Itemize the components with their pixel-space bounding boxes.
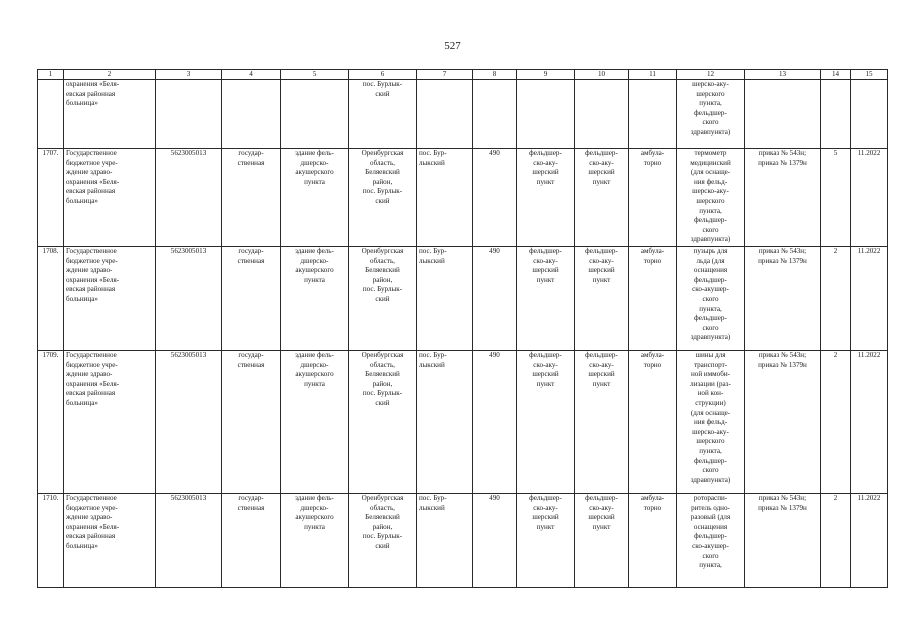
cell-line: фельдшер- — [694, 216, 727, 225]
cell-line: пос. Бурлык- — [362, 80, 403, 88]
cell-line: государ- — [238, 149, 264, 157]
cell-line: дшерско- — [300, 158, 329, 167]
cont-cell-order — [745, 80, 821, 149]
cell-line: пункта, — [699, 99, 722, 108]
cell-line: амбула- — [640, 494, 665, 502]
cont-cell-ownership — [222, 80, 281, 149]
cell-line: приказ № 1379н — [758, 256, 807, 265]
cell-line: приказ № 543н; — [758, 351, 807, 359]
cell-line: ждение здраво- — [66, 168, 113, 177]
cell-facility-type — [517, 247, 575, 351]
cell-line: район, — [372, 177, 393, 186]
cell-line: охранения «Беля- — [66, 177, 120, 186]
table-row — [38, 247, 888, 351]
cell-line: фельдшер- — [694, 108, 727, 117]
cell-line: здание фель- — [295, 149, 334, 157]
header-cell: 1 — [38, 70, 64, 80]
cell-building — [281, 351, 349, 494]
cell-line: приказ № 543н; — [758, 247, 807, 255]
cell-line: оснащения — [693, 266, 728, 275]
cell-line: область, — [370, 360, 395, 369]
cell-ownership — [222, 247, 281, 351]
cell-line: (для оснаще- — [690, 168, 731, 177]
cell-line: акушерского — [295, 513, 334, 522]
cont-cell-date — [851, 80, 888, 149]
cell-line: амбула- — [640, 247, 665, 255]
cell-locality — [417, 494, 473, 588]
cell-line: пос. Бур- — [419, 247, 447, 255]
cell-order — [745, 149, 821, 247]
cont-cell-locality — [417, 80, 473, 149]
cell-line: Беляевский — [365, 168, 400, 177]
cell-line: ждение здраво- — [66, 513, 113, 522]
cell-line: больница» — [66, 541, 98, 550]
cell-line: шерский — [588, 513, 615, 522]
cont-cell-num — [38, 80, 64, 149]
cell-line: здравпункта) — [690, 235, 731, 244]
cell-line: термометр — [694, 149, 727, 157]
cell-num: 1709. — [38, 351, 64, 494]
table-row — [38, 149, 888, 247]
cell-line: медицинский — [690, 158, 731, 167]
cell-address — [349, 494, 417, 588]
cell-ownership — [222, 351, 281, 494]
cell-line: пункт — [536, 177, 555, 186]
cell-quantity: 2 — [821, 351, 851, 494]
cell-line: ждение здраво- — [66, 370, 113, 379]
cell-line: здравпункта) — [690, 127, 731, 136]
cell-facility-type — [517, 351, 575, 494]
cont-cell-type9 — [517, 80, 575, 149]
cell-code: 490 — [473, 149, 517, 247]
cell-line: ского — [702, 466, 719, 475]
cell-line: больница» — [66, 196, 98, 205]
cell-line: бюджетное учре- — [66, 360, 118, 369]
cell-line: Оренбургская — [361, 149, 404, 157]
cell-line: транспорт- — [693, 360, 728, 369]
cell-line: ско-аку- — [589, 158, 614, 167]
cell-line: ского — [702, 225, 719, 234]
cell-line: лыкский — [419, 360, 445, 369]
cell-line: фельдшер- — [529, 247, 562, 255]
cell-line: охранения «Беля- — [66, 80, 120, 88]
cell-order — [745, 494, 821, 588]
cell-line: лизации (раз- — [690, 379, 731, 388]
cell-line: фельдшер- — [694, 275, 727, 284]
cell-line: пос. Бурлык- — [362, 532, 403, 541]
cell-inn: 5623005013 — [156, 494, 222, 588]
cell-line: область, — [370, 158, 395, 167]
cell-line: здание фель- — [295, 351, 334, 359]
header-cell: 12 — [677, 70, 745, 80]
cell-line: фельдшер- — [585, 247, 618, 255]
cell-line: пос. Бур- — [419, 351, 447, 359]
header-cell: 8 — [473, 70, 517, 80]
cell-line: государ- — [238, 247, 264, 255]
cell-line: государ- — [238, 494, 264, 502]
cell-date: 11.2022 — [851, 247, 888, 351]
cell-line: акушерского — [295, 168, 334, 177]
header-cell: 9 — [517, 70, 575, 80]
cell-line: ско-аку- — [533, 256, 558, 265]
cell-line: Государственное — [66, 351, 117, 359]
cell-line: пос. Бур- — [419, 149, 447, 157]
cell-line: больница» — [66, 398, 98, 407]
cell-line: ско-аку- — [589, 360, 614, 369]
cell-line: ско-аку- — [533, 360, 558, 369]
cell-line: шерский — [532, 168, 559, 177]
cell-line: Оренбургская — [361, 351, 404, 359]
header-cell: 3 — [156, 70, 222, 80]
cell-line: оснащения — [693, 522, 728, 531]
cell-line: ско-акушер- — [692, 285, 729, 294]
cell-line: евская районная — [66, 389, 116, 398]
cont-cell-building — [281, 80, 349, 149]
cell-line: пункта, — [699, 561, 722, 570]
cell-line: здание фель- — [295, 494, 334, 502]
cell-line: ждение здраво- — [66, 266, 113, 275]
cell-line: струкции) — [695, 398, 726, 407]
cell-line: приказ № 543н; — [758, 149, 807, 157]
header-cell: 14 — [821, 70, 851, 80]
cell-line: пункт — [536, 275, 555, 284]
cell-quantity: 2 — [821, 494, 851, 588]
cell-line: ственная — [237, 158, 265, 167]
cell-line: торно — [643, 503, 662, 512]
cell-line: охранения «Беля- — [66, 275, 120, 284]
cell-facility-subtype — [575, 494, 629, 588]
table-row — [38, 351, 888, 494]
cell-line: пос. Бур- — [419, 494, 447, 502]
cell-line: лыкский — [419, 158, 445, 167]
cell-line: евская районная — [66, 187, 116, 196]
cell-line: льда (для — [696, 256, 725, 265]
cell-line: ско-аку- — [589, 256, 614, 265]
cell-line: пос. Бурлык- — [362, 389, 403, 398]
cell-line: Беляевский — [365, 513, 400, 522]
cell-facility-subtype — [575, 351, 629, 494]
cell-line: бюджетное учре- — [66, 158, 118, 167]
cell-line: ского — [702, 294, 719, 303]
header-cell: 4 — [222, 70, 281, 80]
cell-line: шерский — [588, 370, 615, 379]
cell-line: ной иммоби- — [690, 370, 730, 379]
registry-table — [37, 69, 888, 588]
cell-line: фельдшер- — [694, 532, 727, 541]
cell-line: Оренбургская — [361, 247, 404, 255]
cell-line: ского — [702, 118, 719, 127]
header-row — [38, 70, 888, 80]
cell-line: пункта, — [699, 446, 722, 455]
cell-line: пункт — [592, 522, 611, 531]
cell-line: дшерско- — [300, 360, 329, 369]
cell-line: район, — [372, 379, 393, 388]
cell-line: пункта — [304, 275, 325, 284]
cell-line: ния фельд- — [693, 177, 728, 186]
header-cell: 5 — [281, 70, 349, 80]
cell-line: пункт — [592, 275, 611, 284]
cell-line: ский — [375, 541, 390, 550]
cell-line: амбула- — [640, 351, 665, 359]
cell-num: 1710. — [38, 494, 64, 588]
cell-line: ния фельд- — [693, 418, 728, 427]
cell-line: ского — [702, 551, 719, 560]
cell-address — [349, 351, 417, 494]
cell-facility-type — [517, 149, 575, 247]
cell-building — [281, 247, 349, 351]
cell-order — [745, 247, 821, 351]
cell-line: Оренбургская — [361, 494, 404, 502]
cell-building — [281, 149, 349, 247]
page-number: 527 — [444, 40, 461, 52]
cell-line: бюджетное учре- — [66, 256, 118, 265]
cell-date: 11.2022 — [851, 494, 888, 588]
cell-line: шерский — [588, 266, 615, 275]
cell-service-form — [629, 351, 677, 494]
cell-facility-type — [517, 494, 575, 588]
cell-line: ско-акушер- — [692, 541, 729, 550]
cell-line: фельдшер- — [585, 149, 618, 157]
cell-line: пункт — [536, 379, 555, 388]
cell-line: евская районная — [66, 89, 116, 98]
cell-line: ского — [702, 323, 719, 332]
header-cell: 10 — [575, 70, 629, 80]
cell-line: пункта — [304, 177, 325, 186]
cell-locality — [417, 149, 473, 247]
cell-org — [64, 149, 156, 247]
cell-line: торно — [643, 158, 662, 167]
cell-line: ско-аку- — [533, 503, 558, 512]
cell-line: область, — [370, 503, 395, 512]
cell-code: 490 — [473, 351, 517, 494]
cell-line: пункта — [304, 379, 325, 388]
cell-line: Государственное — [66, 494, 117, 502]
cell-line: пузырь для — [693, 247, 728, 255]
cell-line: пос. Бурлык- — [362, 187, 403, 196]
cont-cell-qty — [821, 80, 851, 149]
cell-building — [281, 494, 349, 588]
cell-line: фельдшер- — [529, 351, 562, 359]
cell-line: приказ № 1379н — [758, 503, 807, 512]
cell-equipment — [677, 351, 745, 494]
cell-line: район, — [372, 522, 393, 531]
cont-cell-type10 — [575, 80, 629, 149]
cell-line: пункт — [536, 522, 555, 531]
cell-line: ский — [375, 398, 390, 407]
cell-line: больница» — [66, 294, 98, 303]
cell-line: Государственное — [66, 149, 117, 157]
cell-date: 11.2022 — [851, 149, 888, 247]
header-cell: 6 — [349, 70, 417, 80]
header-cell: 11 — [629, 70, 677, 80]
cell-ownership — [222, 494, 281, 588]
cell-line: приказ № 1379н — [758, 158, 807, 167]
cell-line: пункт — [592, 379, 611, 388]
cell-num: 1707. — [38, 149, 64, 247]
cell-line: лыкский — [419, 503, 445, 512]
cell-equipment — [677, 149, 745, 247]
cell-line: (для оснаще- — [690, 408, 731, 417]
cell-line: государ- — [238, 351, 264, 359]
cell-line: фельдшер- — [529, 494, 562, 502]
cell-line: пункта — [304, 522, 325, 531]
cell-line: шерский — [532, 266, 559, 275]
cell-line: ритель одно- — [691, 503, 730, 512]
cell-line: ский — [375, 89, 390, 98]
cell-line: ско-аку- — [533, 158, 558, 167]
cell-service-form — [629, 494, 677, 588]
cell-line: Государственное — [66, 247, 117, 255]
cell-address — [349, 247, 417, 351]
cont-cell-equipment — [677, 80, 745, 149]
cell-line: Беляевский — [365, 370, 400, 379]
cell-line: шерско-аку- — [692, 187, 729, 196]
cell-line: шерского — [696, 196, 725, 205]
cell-quantity: 2 — [821, 247, 851, 351]
cell-line: ский — [375, 294, 390, 303]
cell-line: дшерско- — [300, 503, 329, 512]
cell-line: шерского — [696, 89, 725, 98]
cell-num: 1708. — [38, 247, 64, 351]
cont-cell-code — [473, 80, 517, 149]
cell-line: лыкский — [419, 256, 445, 265]
header-cell: 15 — [851, 70, 888, 80]
header-cell: 2 — [64, 70, 156, 80]
cell-line: шерский — [588, 168, 615, 177]
cell-org — [64, 494, 156, 588]
cont-cell-service — [629, 80, 677, 149]
cell-line: приказ № 543н; — [758, 494, 807, 502]
cell-line: пункт — [592, 177, 611, 186]
cell-line: здравпункта) — [690, 333, 731, 342]
cell-line: бюджетное учре- — [66, 503, 118, 512]
cell-org — [64, 351, 156, 494]
cell-line: торно — [643, 256, 662, 265]
cell-line: район, — [372, 275, 393, 284]
cell-line: евская районная — [66, 285, 116, 294]
cell-line: торно — [643, 360, 662, 369]
cell-line: фельдшер- — [585, 494, 618, 502]
cell-code: 490 — [473, 247, 517, 351]
cell-line: больница» — [66, 99, 98, 108]
cont-cell-inn — [156, 80, 222, 149]
table-row — [38, 494, 888, 588]
cell-line: область, — [370, 256, 395, 265]
cell-inn: 5623005013 — [156, 149, 222, 247]
cell-line: ственная — [237, 360, 265, 369]
cell-quantity: 5 — [821, 149, 851, 247]
cell-line: евская районная — [66, 532, 116, 541]
cell-line: приказ № 1379н — [758, 360, 807, 369]
cell-line: здание фель- — [295, 247, 334, 255]
cell-line: фельдшер- — [585, 351, 618, 359]
cell-line: пос. Бурлык- — [362, 285, 403, 294]
header-cell: 13 — [745, 70, 821, 80]
cell-line: шерского — [696, 437, 725, 446]
continuation-row — [38, 80, 888, 149]
cell-inn: 5623005013 — [156, 351, 222, 494]
cell-line: ственная — [237, 503, 265, 512]
cell-line: дшерско- — [300, 256, 329, 265]
cell-locality — [417, 247, 473, 351]
cell-line: шины для — [695, 351, 726, 359]
cell-line: шерский — [532, 513, 559, 522]
cell-line: охранения «Беля- — [66, 379, 120, 388]
cell-facility-subtype — [575, 247, 629, 351]
cell-line: фельдшер- — [694, 314, 727, 323]
cell-locality — [417, 351, 473, 494]
cell-line: шерско-аку- — [692, 80, 729, 88]
cell-line: шерский — [532, 370, 559, 379]
cell-line: фельдшер- — [694, 456, 727, 465]
cell-service-form — [629, 247, 677, 351]
cell-inn: 5623005013 — [156, 247, 222, 351]
cell-line: акушерского — [295, 370, 334, 379]
cell-line: пункта, — [699, 206, 722, 215]
cell-org — [64, 247, 156, 351]
cell-order — [745, 351, 821, 494]
cell-line: ско-аку- — [589, 503, 614, 512]
cell-line: шерско-аку- — [692, 427, 729, 436]
cont-cell-address — [349, 80, 417, 149]
cell-line: амбула- — [640, 149, 665, 157]
cell-line: акушерского — [295, 266, 334, 275]
cell-line: ротораспи- — [693, 494, 728, 502]
cell-date: 11.2022 — [851, 351, 888, 494]
cell-code: 490 — [473, 494, 517, 588]
cell-line: пункта, — [699, 304, 722, 313]
cell-service-form — [629, 149, 677, 247]
cell-facility-subtype — [575, 149, 629, 247]
cell-equipment — [677, 494, 745, 588]
cell-equipment — [677, 247, 745, 351]
cell-address — [349, 149, 417, 247]
cell-line: ственная — [237, 256, 265, 265]
cell-ownership — [222, 149, 281, 247]
cont-cell-org — [64, 80, 156, 149]
cell-line: Беляевский — [365, 266, 400, 275]
header-cell: 7 — [417, 70, 473, 80]
cell-line: ский — [375, 196, 390, 205]
cell-line: здравпункта) — [690, 475, 731, 484]
cell-line: фельдшер- — [529, 149, 562, 157]
cell-line: ной кон- — [697, 389, 724, 398]
cell-line: разовый (для — [690, 513, 731, 522]
cell-line: охранения «Беля- — [66, 522, 120, 531]
